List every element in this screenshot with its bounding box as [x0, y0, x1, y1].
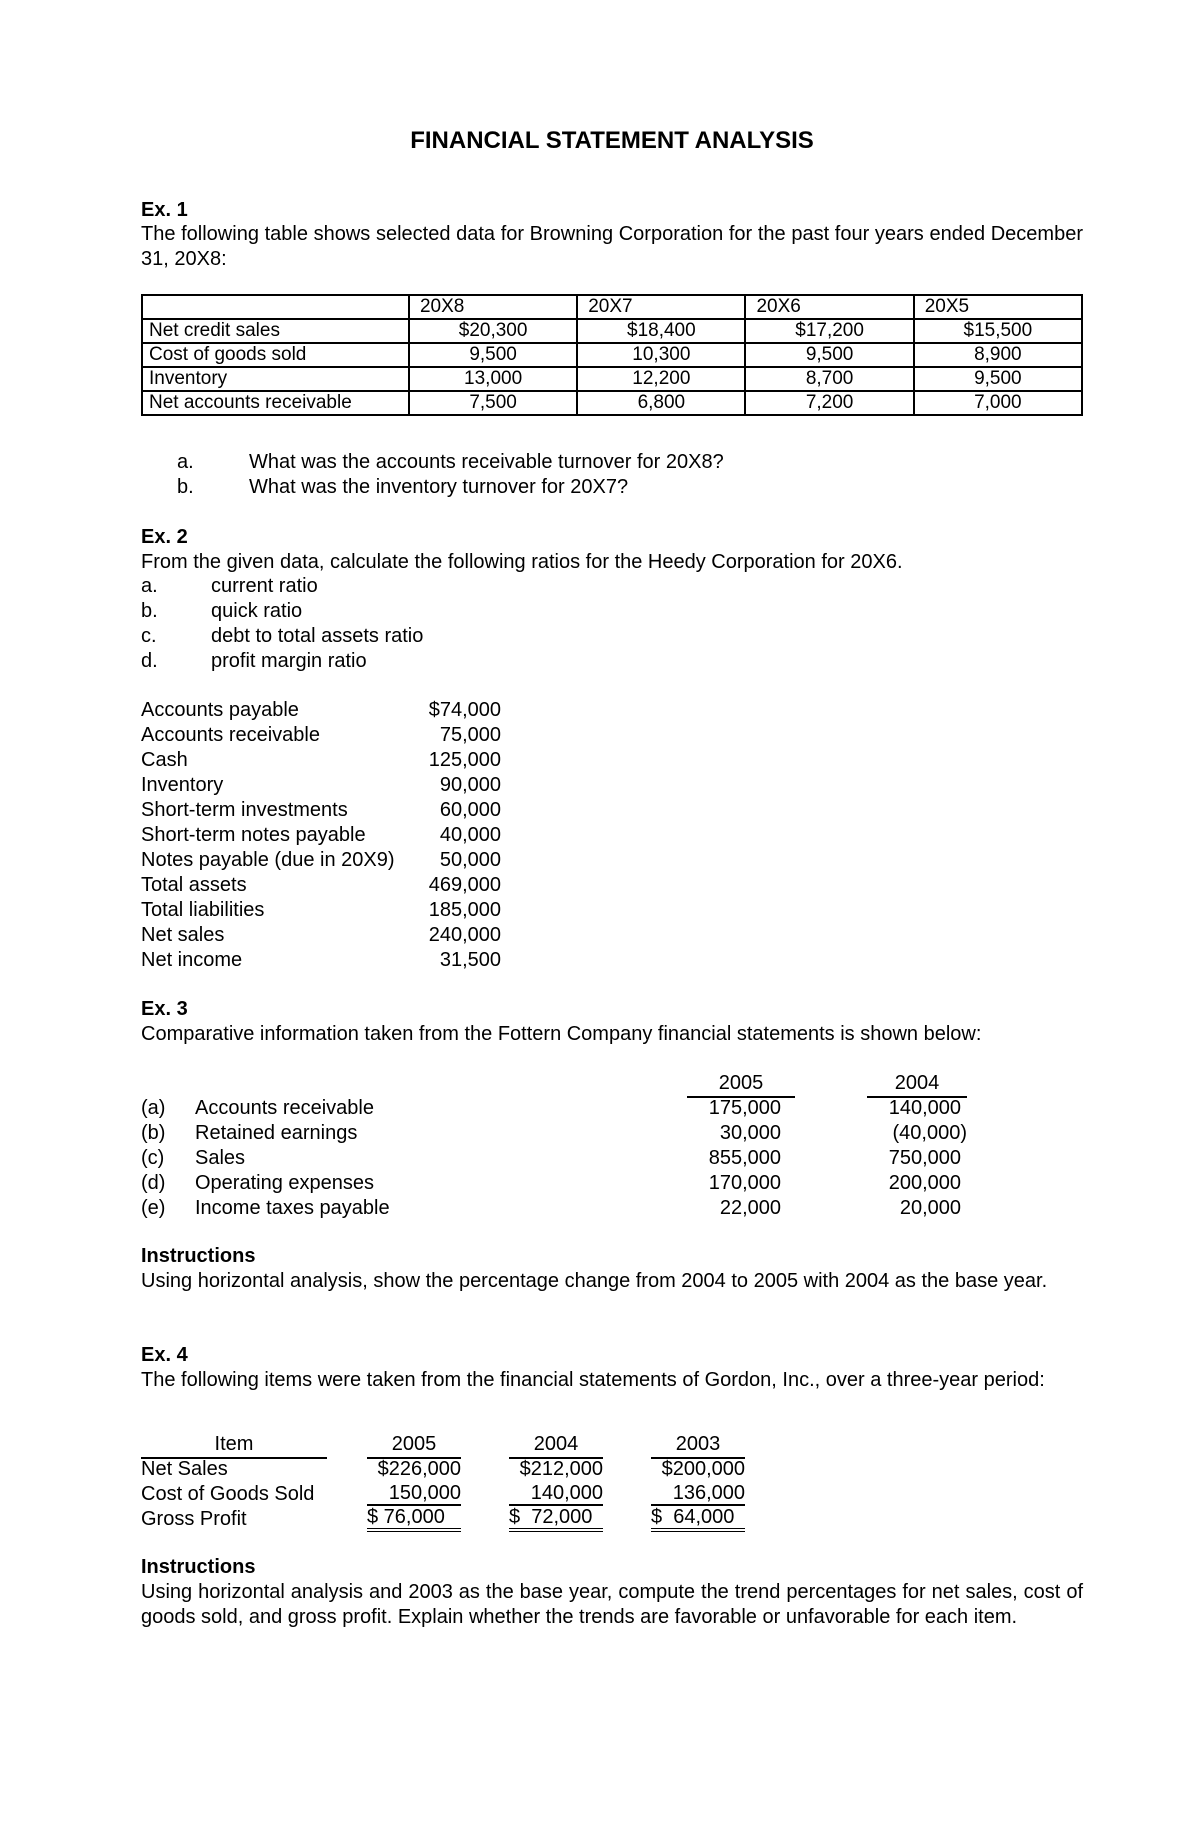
item-label: Inventory [141, 774, 224, 796]
ex2-data-list [141, 698, 541, 973]
row-label: Retained earnings [195, 1122, 358, 1144]
list-item [141, 848, 541, 873]
list-item [141, 898, 541, 923]
table-cell: Net accounts receivable [142, 391, 409, 415]
ex2-ratio-a [141, 574, 318, 599]
ex1-data-table [141, 294, 1083, 416]
ex3-instructions: Using horizontal analysis, show the percentage change from 2004 to 2005 with 2004 as the base year. [141, 1270, 1048, 1292]
list-item [141, 873, 541, 898]
item-value: 31,500 [439, 949, 501, 971]
item-label: Short-term investments [141, 799, 348, 821]
item-value: 240,000 [428, 924, 501, 946]
table-row [142, 319, 1082, 343]
item-label: Total liabilities [141, 899, 265, 921]
table-cell: 7,200 [745, 391, 913, 415]
ex3-intro: Comparative information taken from the Fottern Company financial statements is shown below: [141, 1023, 982, 1045]
table-row [142, 367, 1082, 391]
ratio-letter: d. [141, 650, 158, 672]
item-value: $74,000 [428, 699, 501, 721]
item-value: 60,000 [439, 799, 501, 821]
table-cell: 6,800 [577, 391, 745, 415]
table-cell: 9,500 [914, 367, 1082, 391]
question-text: What was the inventory turnover for 20X7? [249, 476, 629, 498]
row-value-2005: 150,000 [367, 1482, 461, 1506]
row-label: Operating expenses [195, 1172, 375, 1194]
row-label: Accounts receivable [195, 1097, 374, 1119]
table-header-cell: 20X8 [409, 295, 577, 319]
table-row [141, 1171, 1083, 1196]
row-value-2005: 855,000 [708, 1147, 781, 1169]
ex3-comparative-table [141, 1071, 1083, 1221]
table-row [141, 1457, 1083, 1482]
ex1-question-b [177, 475, 629, 500]
list-item [141, 798, 541, 823]
table-header-row [142, 295, 1082, 319]
column-header: 2004 [867, 1071, 967, 1098]
table-cell: 9,500 [745, 343, 913, 367]
table-row [141, 1196, 1083, 1221]
ex1-heading: Ex. 1 [141, 199, 188, 221]
row-value-2005: $226,000 [377, 1458, 461, 1480]
column-header: 2003 [651, 1432, 745, 1459]
row-value-2004: 750,000 [888, 1147, 961, 1169]
row-value-2005: 22,000 [719, 1197, 781, 1219]
table-cell: 10,300 [577, 343, 745, 367]
table-cell: $20,300 [409, 319, 577, 343]
table-row [141, 1482, 1083, 1507]
row-letter: (e) [141, 1197, 166, 1219]
ex2-ratio-b [141, 599, 303, 624]
row-value-2004: 140,000 [509, 1482, 603, 1506]
item-value: 90,000 [439, 774, 501, 796]
item-value: 40,000 [439, 824, 501, 846]
table-cell: 13,000 [409, 367, 577, 391]
ratio-text: current ratio [211, 575, 318, 597]
table-cell: Inventory [142, 367, 409, 391]
row-value-2005: 30,000 [719, 1122, 781, 1144]
row-label: Net Sales [141, 1458, 228, 1480]
item-value: 185,000 [428, 899, 501, 921]
row-value-2005: $ 76,000 [367, 1507, 461, 1532]
row-value-2004: $ 72,000 [509, 1507, 603, 1532]
ex4-intro: The following items were taken from the financial statements of Gordon, Inc., over a three-year period: [141, 1369, 1045, 1391]
table-header-cell: 20X6 [745, 295, 913, 319]
ex3-instructions-heading: Instructions [141, 1245, 256, 1267]
row-label: Gross Profit [141, 1508, 247, 1530]
item-label: Accounts receivable [141, 724, 320, 746]
item-label: Accounts payable [141, 699, 299, 721]
question-letter: b. [177, 476, 194, 498]
row-label: Income taxes payable [195, 1197, 390, 1219]
row-letter: (c) [141, 1147, 165, 1169]
item-label: Cash [141, 749, 188, 771]
item-label: Short-term notes payable [141, 824, 366, 846]
row-value-2004: $212,000 [519, 1458, 603, 1480]
row-value-2004: 20,000 [899, 1197, 961, 1219]
table-header-cell: 20X5 [914, 295, 1082, 319]
row-value-2004: 200,000 [888, 1172, 961, 1194]
row-letter: (a) [141, 1097, 166, 1119]
list-item [141, 948, 541, 973]
ratio-text: quick ratio [211, 600, 303, 622]
list-item [141, 773, 541, 798]
table-cell: 9,500 [409, 343, 577, 367]
item-value: 125,000 [428, 749, 501, 771]
item-label: Net sales [141, 924, 225, 946]
row-value-2003: $ 64,000 [651, 1507, 745, 1532]
item-label: Net income [141, 949, 243, 971]
row-label: Cost of Goods Sold [141, 1483, 315, 1505]
item-value: 50,000 [439, 849, 501, 871]
table-row [141, 1146, 1083, 1171]
ratio-text: debt to total assets ratio [211, 625, 424, 647]
table-row [141, 1121, 1083, 1146]
table-row [142, 391, 1082, 415]
table-cell: 12,200 [577, 367, 745, 391]
table-cell: $15,500 [914, 319, 1082, 343]
column-header: 2004 [509, 1432, 603, 1459]
table-header-cell: 20X7 [577, 295, 745, 319]
table-row [141, 1507, 1083, 1532]
ex2-ratio-d [141, 649, 367, 674]
table-cell: 7,500 [409, 391, 577, 415]
row-letter: (d) [141, 1172, 166, 1194]
table-row [142, 343, 1082, 367]
row-value-2004: (40,000) [892, 1122, 967, 1144]
row-value-2005: 175,000 [708, 1097, 781, 1119]
ex2-intro: From the given data, calculate the following ratios for the Heedy Corporation for 20X6. [141, 551, 903, 573]
ex4-heading: Ex. 4 [141, 1344, 188, 1366]
ex3-heading: Ex. 3 [141, 998, 188, 1020]
table-cell: 8,700 [745, 367, 913, 391]
ex1-question-a [177, 450, 724, 475]
ex1-intro: The following table shows selected data for Browning Corporation for the past four years ended December 31, 20X8: [141, 223, 1083, 270]
ex4-trend-table [141, 1432, 1083, 1532]
list-item [141, 723, 541, 748]
table-cell: 7,000 [914, 391, 1082, 415]
column-header: 2005 [367, 1432, 461, 1459]
list-item [141, 823, 541, 848]
ratio-letter: a. [141, 575, 158, 597]
item-label: Total assets [141, 874, 247, 896]
item-value: 75,000 [439, 724, 501, 746]
row-value-2005: 170,000 [708, 1172, 781, 1194]
ex4-instructions: Using horizontal analysis and 2003 as the base year, compute the trend percentages for net sales, cost of goods sold, and gross profit. Explain whether the trends are favorable or unfavorable for each item. [141, 1581, 1083, 1628]
table-cell: $18,400 [577, 319, 745, 343]
row-value-2004: 140,000 [888, 1097, 961, 1119]
ex2-ratio-c [141, 624, 424, 649]
column-header: 2005 [687, 1071, 795, 1098]
question-text: What was the accounts receivable turnover for 20X8? [249, 451, 724, 473]
ex4-instructions-heading: Instructions [141, 1556, 256, 1578]
question-letter: a. [177, 451, 194, 473]
ratio-letter: c. [141, 625, 157, 647]
column-header: Item [141, 1432, 327, 1459]
row-label: Sales [195, 1147, 246, 1169]
table-cell: Net credit sales [142, 319, 409, 343]
table-row [141, 1096, 1083, 1121]
ex2-heading: Ex. 2 [141, 526, 188, 548]
item-value: 469,000 [428, 874, 501, 896]
item-label: Notes payable (due in 20X9) [141, 849, 395, 871]
ratio-text: profit margin ratio [211, 650, 367, 672]
document-title: FINANCIAL STATEMENT ANALYSIS [410, 127, 814, 154]
row-value-2003: 136,000 [651, 1482, 745, 1506]
table-cell: Cost of goods sold [142, 343, 409, 367]
ratio-letter: b. [141, 600, 158, 622]
row-value-2003: $200,000 [661, 1458, 745, 1480]
table-cell: $17,200 [745, 319, 913, 343]
list-item [141, 923, 541, 948]
list-item [141, 748, 541, 773]
row-letter: (b) [141, 1122, 166, 1144]
list-item [141, 698, 541, 723]
table-header-cell [142, 295, 409, 319]
table-cell: 8,900 [914, 343, 1082, 367]
